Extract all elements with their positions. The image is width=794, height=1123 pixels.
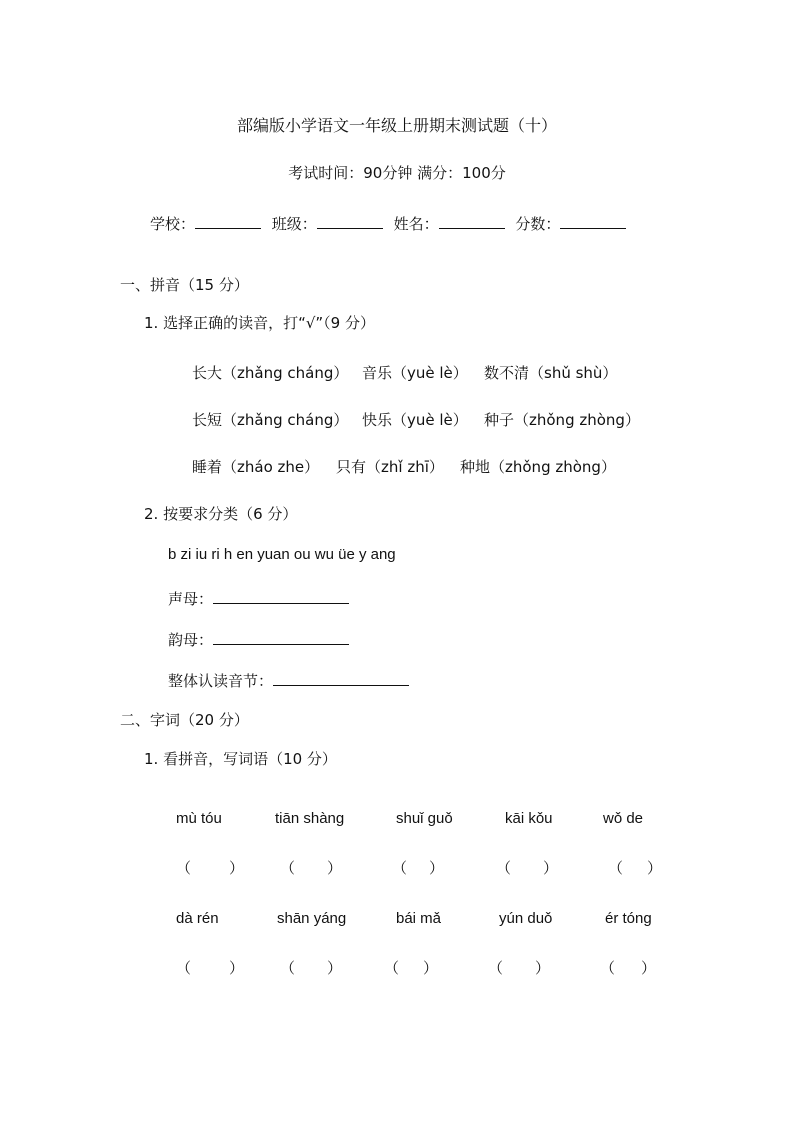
pinyin-choice[interactable]: 睡着（zháo zhe） bbox=[192, 458, 320, 476]
answer-box[interactable]: （ ） bbox=[392, 859, 444, 877]
answer-box[interactable]: （ ） bbox=[280, 859, 342, 877]
pinyin-word: yún duǒ bbox=[499, 910, 553, 927]
score-label: 分数： bbox=[515, 215, 561, 233]
answer-box[interactable]: （ ） bbox=[280, 959, 342, 977]
student-info-row bbox=[150, 212, 626, 234]
yunmu-field bbox=[168, 628, 349, 650]
pinyin-choice[interactable]: 种地（zhǒng zhòng） bbox=[460, 458, 616, 476]
pinyin-choice[interactable]: 快乐（yuè lè） bbox=[362, 411, 468, 429]
whole-syllable-field bbox=[168, 669, 409, 691]
letters-list: b zi iu ri h en yuan ou wu üe y ang bbox=[168, 546, 396, 563]
section2-q1-title: 1. 看拼音，写词语（10 分） bbox=[144, 750, 337, 768]
answer-box[interactable]: （ ） bbox=[176, 859, 244, 877]
shengmu-label: 声母： bbox=[168, 590, 214, 608]
pinyin-choice[interactable]: 种子（zhǒng zhòng） bbox=[484, 411, 640, 429]
section1-heading: 一、拼音（15 分） bbox=[120, 276, 249, 294]
answer-box[interactable]: （ ） bbox=[384, 959, 438, 977]
pinyin-word: ér tóng bbox=[605, 910, 652, 927]
page-title: 部编版小学语文一年级上册期末测试题（十） bbox=[236, 116, 557, 135]
shengmu-field bbox=[168, 587, 349, 609]
section2-heading: 二、字词（20 分） bbox=[120, 711, 249, 729]
whole-syllable-blank[interactable] bbox=[273, 669, 409, 686]
pinyin-choice[interactable]: 音乐（yuè lè） bbox=[362, 364, 468, 382]
answer-box[interactable]: （ ） bbox=[600, 959, 656, 977]
pinyin-choice[interactable]: 长短（zhǎng cháng） bbox=[192, 411, 349, 429]
exam-info: 考试时间：90分钟 满分：100分 bbox=[288, 164, 506, 182]
pinyin-choice[interactable]: 长大（zhǎng cháng） bbox=[192, 364, 349, 382]
pinyin-word: shān yáng bbox=[277, 910, 347, 927]
answer-box[interactable]: （ ） bbox=[488, 959, 550, 977]
answer-box[interactable]: （ ） bbox=[608, 859, 662, 877]
pinyin-word: bái mǎ bbox=[396, 910, 442, 927]
section1-q2-title: 2. 按要求分类（6 分） bbox=[144, 505, 298, 523]
pinyin-word: kāi kǒu bbox=[505, 810, 553, 827]
pinyin-choice[interactable]: 只有（zhǐ zhī） bbox=[336, 458, 444, 476]
pinyin-word: dà rén bbox=[176, 910, 219, 927]
pinyin-choice[interactable]: 数不清（shǔ shù） bbox=[484, 364, 618, 382]
class-label: 班级： bbox=[271, 215, 317, 233]
pinyin-word: mù tóu bbox=[176, 810, 222, 827]
name-blank[interactable] bbox=[439, 212, 505, 229]
yunmu-label: 韵母： bbox=[168, 631, 214, 649]
score-blank[interactable] bbox=[560, 212, 626, 229]
pinyin-word: tiān shàng bbox=[275, 810, 345, 827]
section1-q1-title: 1. 选择正确的读音，打“√”（9 分） bbox=[144, 314, 375, 332]
shengmu-blank[interactable] bbox=[213, 587, 349, 604]
answer-box[interactable]: （ ） bbox=[496, 859, 558, 877]
class-blank[interactable] bbox=[317, 212, 383, 229]
name-label: 姓名： bbox=[393, 215, 439, 233]
yunmu-blank[interactable] bbox=[213, 628, 349, 645]
pinyin-word: wǒ de bbox=[603, 810, 644, 827]
whole-syllable-label: 整体认读音节： bbox=[168, 672, 274, 690]
school-blank[interactable] bbox=[195, 212, 261, 229]
answer-box[interactable]: （ ） bbox=[176, 959, 244, 977]
pinyin-word: shuǐ guǒ bbox=[396, 810, 453, 827]
school-label: 学校： bbox=[150, 215, 196, 233]
